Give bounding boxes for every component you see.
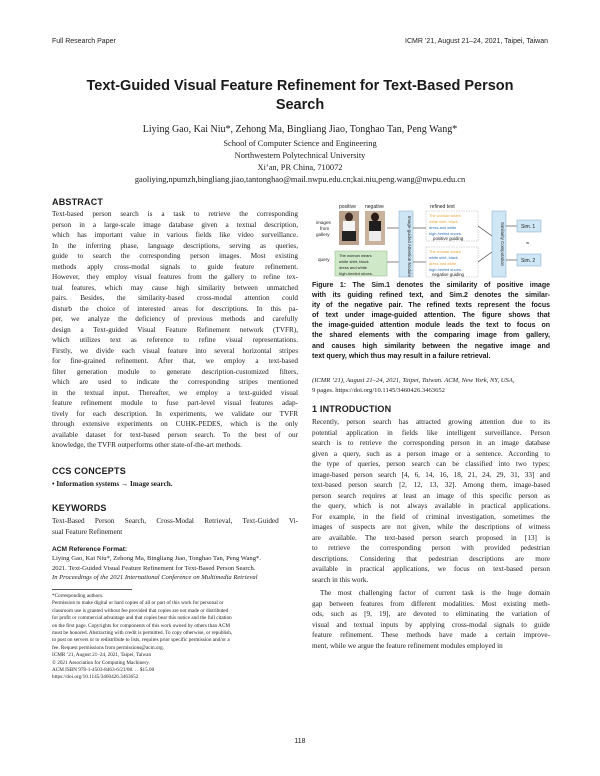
similarity-label: Similarity Computation	[500, 222, 505, 266]
affiliation-line: School of Computer Science and Engineering	[223, 139, 377, 148]
query-text-line: dress and white	[339, 265, 368, 270]
abstract-line: knowledge, the TVFR outperforms other state-of-the-art methods.	[52, 441, 242, 449]
paper-title	[60, 77, 540, 115]
running-header-right: ICMR ’21, August 21–24, 2021, Taipei, Taiwan	[405, 38, 548, 45]
keywords-heading: KEYWORDS	[52, 503, 107, 513]
abstract-line: tual features, which may cause high similarity between unmatched	[52, 283, 298, 292]
figure-label-query: query	[318, 257, 330, 262]
acm-reference-line: Liying Gao, Kai Niu*, Zehong Ma, Bingliang Jiao, Tonghao Tan, Peng Wang*.	[52, 555, 261, 563]
abstract-heading: ABSTRACT	[52, 197, 104, 207]
figure-1	[312, 200, 550, 280]
footnote-block	[52, 593, 298, 682]
ccs-heading: CCS CONCEPTS	[52, 466, 126, 476]
abstract-line: tively for each description. In experiments, we validate our TVFR	[52, 409, 298, 418]
abstract-line: However, they employ visual features from the gallery to refine tex-	[52, 273, 298, 281]
caption-line: the image-guided attention module leads the text to focus on	[312, 322, 550, 330]
introduction-line: For example, in the field of criminal investigation, sometimes the	[312, 512, 550, 521]
refined-text-negative-line: The woman wears	[429, 249, 461, 254]
figure-label-images: images	[316, 220, 331, 225]
footnote-line: classroom use is granted without fee provided that copies are not made or distributed	[52, 607, 229, 614]
abstract-line: In the inferring phase, language descriptions, serving as queries,	[52, 241, 298, 250]
abstract-line: pairs. Besides, the similarity-based cross-modal attention could	[52, 294, 298, 302]
query-text-line: white shirt, black	[339, 259, 369, 264]
refined-text-positive-line: dress and white	[429, 225, 457, 230]
footnote-line: *Corresponding authors.	[52, 593, 104, 599]
query-text-line: The woman wears	[339, 253, 372, 258]
caption-line: ity of the negative pair. The refined texts represent the focus	[312, 302, 550, 310]
figure-diagram	[312, 200, 550, 280]
abstract-line: through extensive experiments on CUHK-PEDES, which is the only	[52, 420, 298, 428]
caption-line: with its guiding refined text, and Sim.2 denotes the similar-	[312, 292, 550, 300]
footnote-line: on the first page. Copyrights for components of this work owned by others than ACM	[52, 622, 230, 629]
introduction-line: the query, which is not always available in practical applications.	[312, 502, 550, 510]
introduction-line: ment, while we argue the feature refinement modules employed in	[312, 641, 503, 650]
positive-person-dress	[342, 231, 356, 241]
acm-reference-heading: ACM Reference Format:	[52, 546, 128, 553]
ccs-item-text: • Information systems → Image search.	[52, 480, 173, 488]
refined-text-positive-line: high-heeled shoes.	[429, 231, 462, 236]
introduction-line: person search requires at least an image of this specific person as	[312, 491, 550, 500]
positive-person-shirt	[343, 221, 355, 231]
introduction-line: feature refinement. These methods have made a certain improve-	[312, 631, 550, 639]
acm-reference-continued-line: (ICMR ’21), August 21–24, 2021, Taipei, Taiwan. ACM, New York, NY, USA,	[312, 377, 515, 384]
caption-line: text query, which thus may result in a failure retrieval.	[312, 352, 491, 360]
affiliation-line: Xi’an, PR China, 710072	[257, 163, 343, 172]
abstract-line: available dataset for text-based person search. To the best of our	[52, 430, 298, 439]
introduction-line: are available. The text-based person search proposed in [13] is	[312, 533, 550, 542]
figure-label-from: from	[320, 226, 330, 231]
caption-line: of text under image-guided attention. The figure shows that	[312, 312, 550, 320]
footnote-line: https://doi.org/10.1145/3460426.3463652	[52, 674, 139, 681]
similarity-relation-symbol: ≈	[526, 241, 530, 247]
affiliation-line: Northwestern Polytechnical University	[234, 151, 366, 160]
introduction-line: ods, such as [9, 19], are devoted to eliminating the variation of	[312, 610, 550, 618]
introduction-line: descriptions. Considering that pedestrian descriptions are more	[312, 554, 550, 563]
attention-module-label: Image-guided Attention Module	[407, 216, 412, 277]
abstract-line: guide to search the corresponding person images. Most existing	[52, 252, 298, 260]
acm-reference-continued	[312, 376, 550, 395]
footnote-line: to post on servers or to redistribute to lists, requires prior specific permission and/or a	[52, 637, 230, 644]
affiliation-emails: gaoliying,npumzh,bingliang.jiao,tantonghao@mail.nwpu.edu.cn;kai.niu,peng.wang@nwpu.edu.cn	[134, 175, 466, 184]
abstract-line: filter generation module to generate description-customized filters,	[52, 367, 298, 376]
abstract-line: which are used to indicate the corresponding stripes mentioned	[52, 378, 298, 386]
abstract-line: in the textual input. Thereafter, we employ a text-guided visual	[52, 388, 298, 397]
refined-text-negative-line: high-heeled shoes.	[429, 267, 462, 272]
abstract-line: per, we analyze the deficiency of previous methods and carefully	[52, 315, 298, 323]
abstract-line: person in a large-scale image database given a textual description,	[52, 220, 298, 229]
introduction-line: gap between features from different modalities. Most existing meth-	[312, 599, 550, 608]
introduction-line: potential application in fields like intelligent surveillance. Person	[312, 428, 550, 437]
negative-person-head	[371, 213, 379, 222]
introduction-line: search in this work.	[312, 575, 369, 584]
introduction-paragraph-1	[312, 417, 550, 585]
abstract-body	[52, 209, 298, 451]
figure-label-gallery: gallery	[316, 232, 330, 237]
abstract-line: which has important value in various fields like video surveillance.	[52, 231, 298, 239]
figure-label-refined: refined text	[430, 204, 455, 210]
acm-reference-line: 2021. Text-Guided Visual Feature Refinement for Text-Based Person Search.	[52, 564, 256, 572]
introduction-line: image-based person search [4, 6, 14, 16, 18, 21, 24, 29, 31, 33] and	[312, 470, 550, 479]
negative-person-top	[369, 221, 381, 231]
figure-label-negative: negative	[365, 204, 384, 210]
ccs-item	[52, 479, 298, 490]
abstract-line: design a Text-guided Visual Feature Refinement network (TVFR),	[52, 325, 298, 334]
introduction-line: to retrieve the corresponding person with provided pedestrian	[312, 544, 550, 552]
abstract-line: Text-based person search is a task to retrieve the corresponding	[52, 210, 298, 218]
page-number: 118	[294, 738, 306, 745]
caption-line: Figure 1: The Sim.1 denotes the similarity of positive image	[312, 282, 550, 289]
footnote-line: Permission to make digital or hard copies of all or part of this work for personal or	[52, 600, 224, 607]
positive-guiding-label: positive guiding	[433, 236, 464, 241]
footnote-line: © 2021 Association for Computing Machinery.	[52, 659, 150, 666]
figure-caption	[312, 281, 550, 362]
query-text-line: high-heeled shoes.	[339, 271, 373, 276]
abstract-line: methods apply cross-modal signals to guide feature refinement.	[52, 262, 298, 271]
running-header-left: Full Research Paper	[52, 38, 116, 45]
introduction-line: the type of queries, person search can be classified into two types:	[312, 460, 550, 468]
introduction-line: available in practical applications, we focus on text-based person	[312, 565, 550, 573]
acm-reference-line: In Proceedings of the 2021 International Conference on Multimedia Retrieval	[52, 574, 258, 582]
abstract-line: which utilizes text as reference to refine visual representations.	[52, 336, 298, 344]
footnote-line: ACM ISBN 978-1-4503-8463-6/21/08. . . $15.00	[52, 667, 155, 674]
keywords-line: sual Feature Refinement	[52, 527, 123, 536]
negative-guiding-label: negative guiding	[432, 272, 464, 277]
introduction-line: text-based person search [2, 12, 13, 32]. Among them, image-based	[312, 481, 550, 489]
footnote-line: for profit or commercial advantage and that copies bear this notice and the full citation	[52, 615, 232, 622]
figure-label-positive: positive	[339, 204, 356, 210]
title-line: Text-Guided Visual Feature Refinement for Text-Based Person	[86, 78, 514, 94]
introduction-line: search is to retrieve the corresponding person in an image database	[312, 439, 550, 447]
arrow-pos-to-similarity	[478, 226, 492, 236]
negative-person-skirt	[369, 231, 381, 241]
introduction-line: visual and textual inputs by applying cross-modal signals to guide	[312, 620, 550, 629]
refined-text-positive-line: The woman wears	[429, 213, 461, 218]
title-line: Search	[275, 97, 325, 113]
author-list: Liying Gao, Kai Niu*, Zehong Ma, Bingliang Jiao, Tonghao Tan, Peng Wang*	[142, 124, 458, 135]
abstract-line: feature refinement module to fuse part-level visual features adap-	[52, 399, 298, 407]
sim2-label: Sim. 2	[521, 258, 536, 264]
introduction-paragraph-2	[312, 588, 550, 651]
footnote-line: fee. Request permissions from permissions@acm.org.	[52, 644, 165, 651]
abstract-line: for fine-grained refinement. After that, we employ a text-based	[52, 357, 298, 365]
abstract-line: disturb the choice of interested areas for descriptions. In this pa-	[52, 304, 298, 313]
caption-line: and causes high similarity between the negative image and	[312, 342, 550, 350]
refined-text-negative-line: dress and white	[429, 261, 457, 266]
footnote-line: must be honored. Abstracting with credit is permitted. To copy otherwise, or republish,	[52, 630, 233, 637]
acm-reference-continued-line: 9 pages. https://doi.org/10.1145/3460426.3463652	[312, 386, 445, 394]
keywords-body	[52, 516, 298, 537]
acm-reference	[52, 545, 298, 583]
sim1-label: Sim. 1	[521, 224, 536, 230]
positive-person-head	[345, 213, 353, 222]
abstract-line: Firstly, we divide each visual feature into several horizontal stripes	[52, 346, 298, 355]
refined-text-negative-line: white shirt, black	[429, 255, 458, 260]
introduction-line: images of suspects are not given, while the descriptions of witness	[312, 523, 550, 531]
refined-text-positive-line: white shirt, black	[429, 219, 458, 224]
keywords-line: Text-Based Person Search, Cross-Modal Retrieval, Text-Guided Vi-	[52, 517, 298, 525]
introduction-line: Recently, person search has attracted growing attention due to its	[312, 418, 550, 426]
introduction-line: given a query, such as a person image or a sentence. According to	[312, 449, 550, 458]
footnote-line: ICMR ’21, August 21–24, 2021, Taipei, Taiwan	[52, 652, 152, 659]
caption-line: the shared elements with the comparing image from gallery,	[312, 332, 550, 340]
affiliation	[60, 138, 540, 186]
introduction-heading: 1 INTRODUCTION	[312, 404, 392, 414]
arrow-neg-to-similarity	[478, 252, 492, 262]
footnote-rule	[52, 589, 132, 590]
introduction-line: The most challenging factor of current task is the huge domain	[320, 589, 550, 597]
